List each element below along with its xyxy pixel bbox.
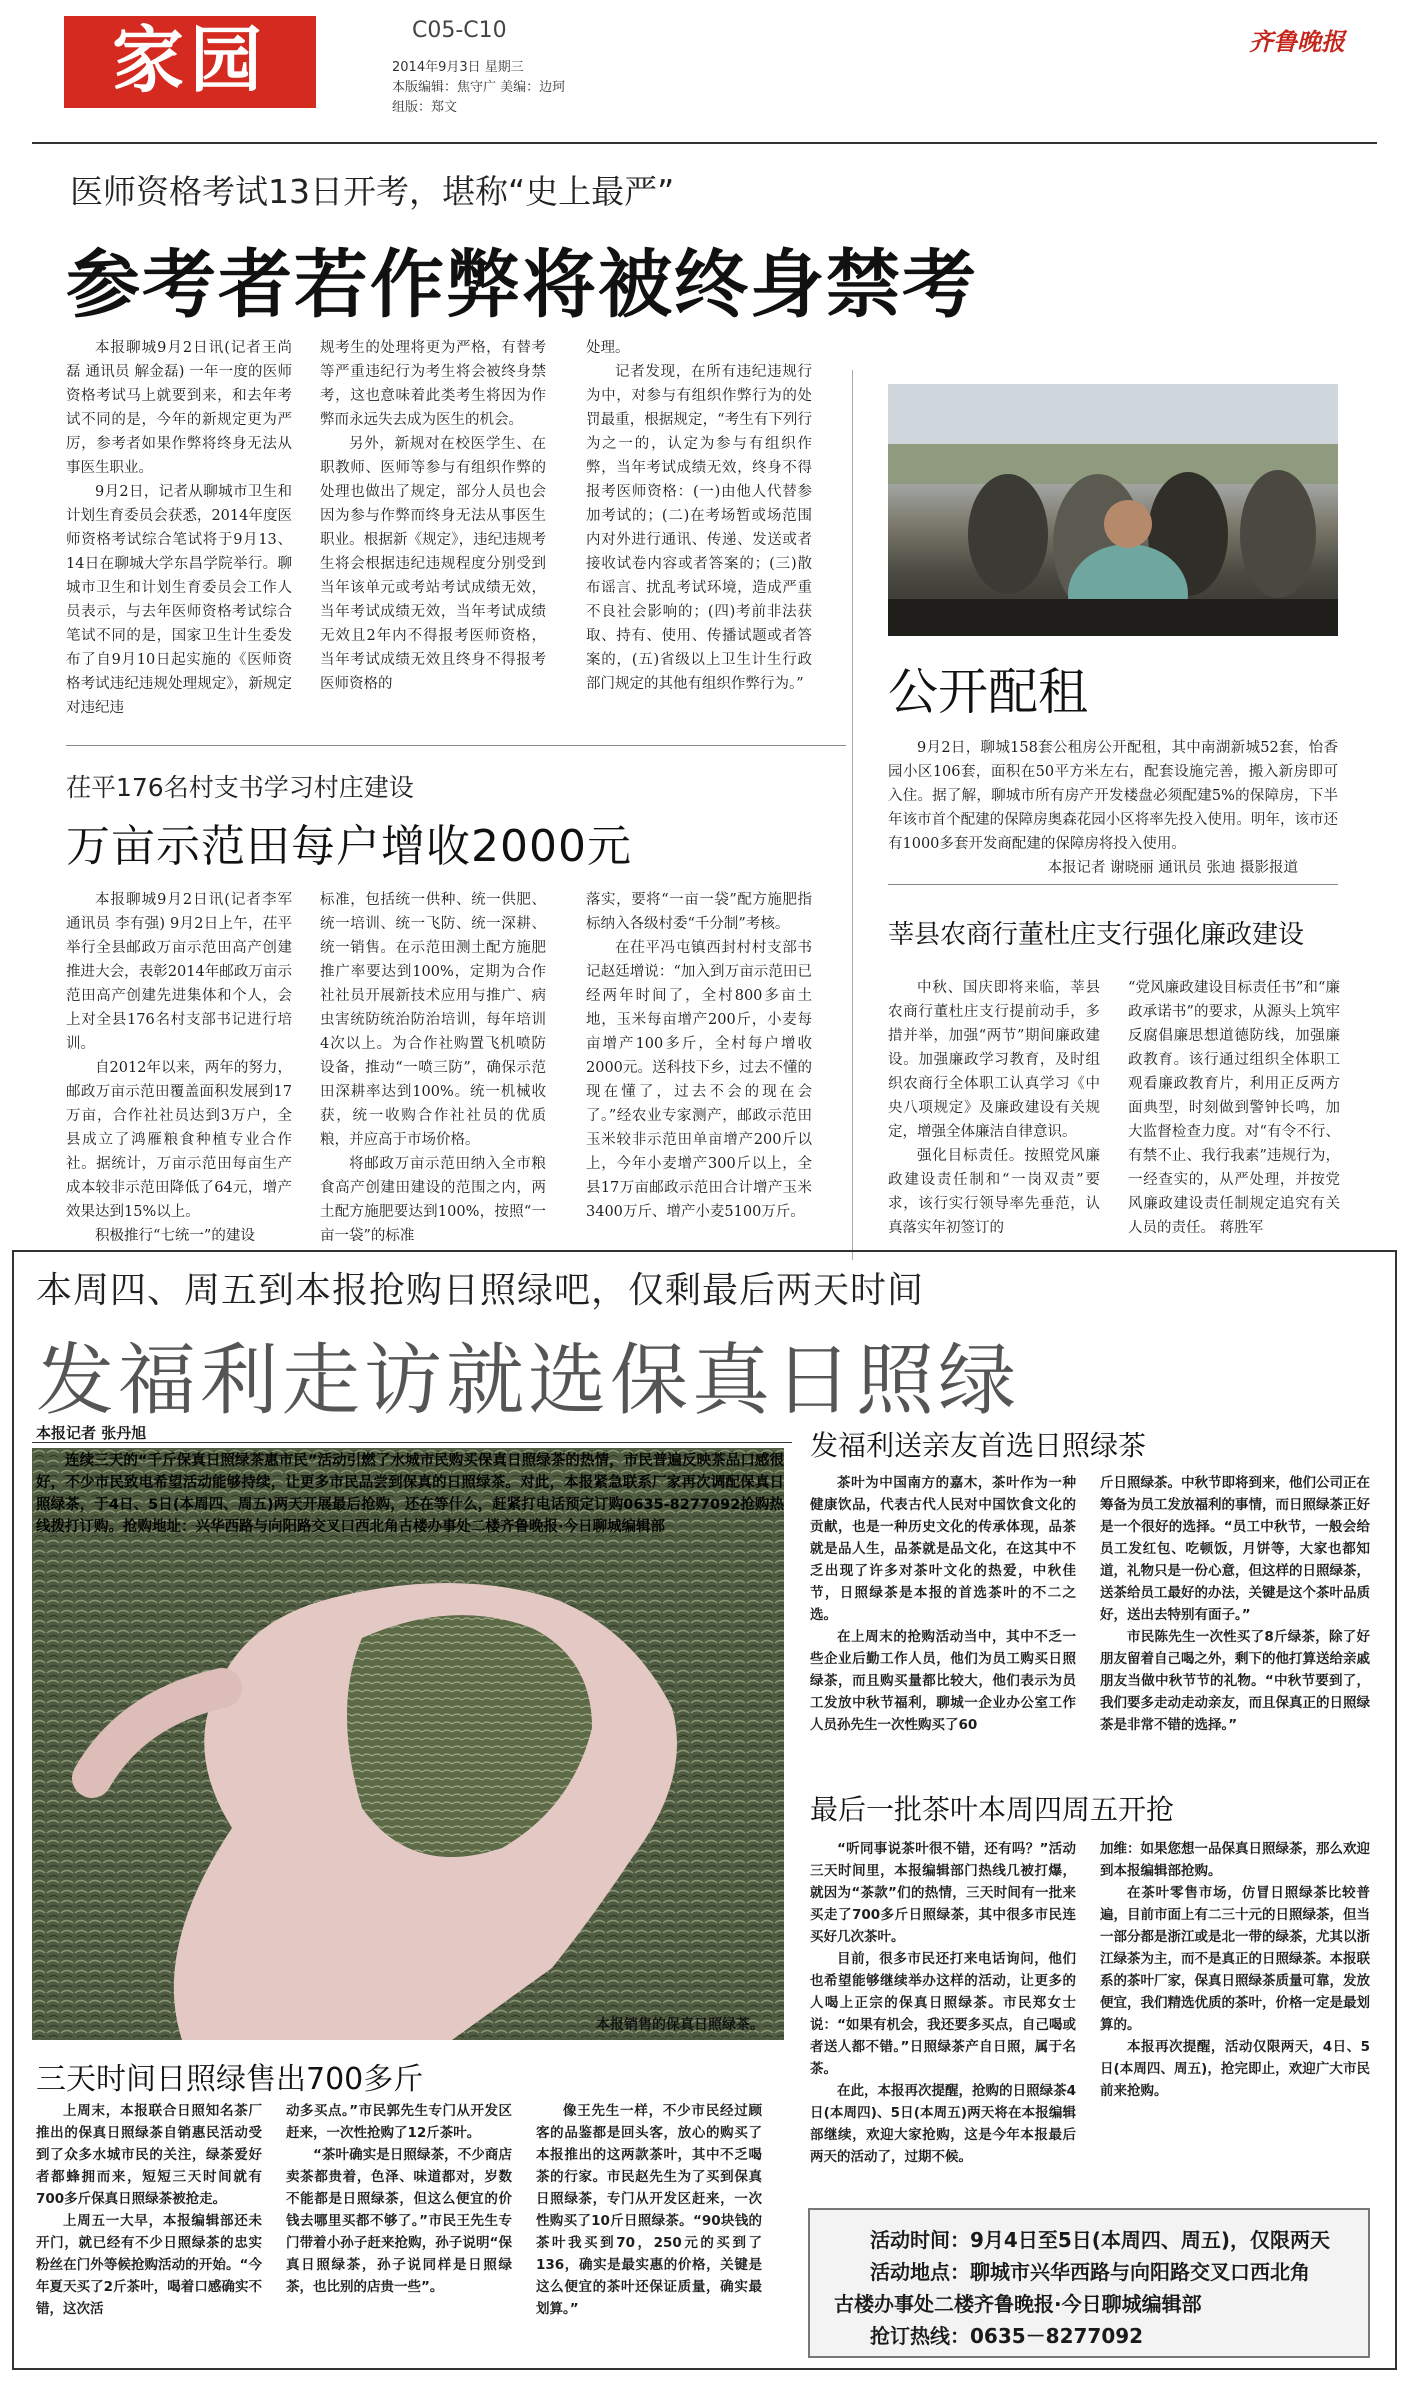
farm-col-2 [320, 888, 546, 1248]
paragraph: 中秋、国庆即将来临，莘县农商行董杜庄支行提前动手，多措并举，加强“两节”期间廉政建设。加强廉政学习教育，及时组织农商行全体职工认真学习《中央八项规定》及廉政建设有关规定，增强全体廉洁自律意识。 [888, 980, 1100, 1140]
paragraph: 连续三天的“千斤保真日照绿茶惠市民”活动引燃了水城市民购买保真日照绿茶的热情，市民普遍反映茶品口感很好，不少市民致电希望活动能够持续，让更多市民品尝到保真的日照绿茶。对此，本报紧急联系厂家再次调配保真日照绿茶，于4日、5日(本周四、周五)两天开展最后抢购，还在等什么，赶紧打电话预定订购0635-8277092抢购热线拨打订购。抢购地址：兴华西路与向阳路交叉口西北角古楼办事处二楼齐鲁晚报·今日聊城编辑部 [36, 1453, 784, 1535]
paragraph: 上周末，本报联合日照知名茶厂推出的保真日照绿茶自销惠民活动受到了众多水城市民的关注，绿茶爱好者都蜂拥而来，短短三天时间就有700多斤保真日照绿茶被抢走。 [36, 2103, 262, 2207]
exam-col-1 [66, 336, 292, 720]
paragraph: 在上周末的抢购活动当中，其中不乏一些企业后勤工作人员，他们为员工购买日照绿茶，而且购买量都比较大，他们表示为员工发放中秋节福利，聊城一企业办公室工作人员孙先生一次性购买了60 [810, 1629, 1076, 1733]
divider [32, 1442, 792, 1443]
paragraph: 积极推行“七统一”的建设 [95, 1228, 255, 1244]
paragraph: 规考生的处理将更为严格，有替考等严重违纪行为考生将会被终身禁考，这也意味着此类考生将因为作弊而永远失去成为医生的机会。 [320, 340, 546, 428]
promo-right1-col-2 [1100, 1472, 1370, 1736]
crowd-photo-illustration [888, 384, 1338, 636]
event-info-box [808, 2208, 1370, 2358]
column-divider [852, 370, 853, 1260]
paragraph: 本报聊城9月2日讯(记者李军 通讯员 李有强) 9月2日上午，茌平举行全县邮政万亩示范田高产创建推进大会，表彰2014年邮政万亩示范田高产创建先进集体和个人，会上对全县176名村支部书记进行培训。 [66, 892, 292, 1052]
farm-headline: 万亩示范田每户增收2000元 [66, 821, 632, 872]
promo-byline: 本报记者 张丹旭 [36, 1424, 147, 1442]
layout-line: 组版：郑文 [392, 100, 458, 115]
bank-col-2 [1128, 976, 1340, 1240]
paragraph: “听同事说茶叶很不错，还有吗？”活动三天时间里，本报编辑部门热线几被打爆，就因为“茶款”们的热情，三天时间有一批来买走了700多斤日照绿茶，其中很多市民连买好几次茶叶。 [810, 1841, 1076, 1945]
paragraph: “党风廉政建设目标责任书”和“廉政承诺书”的要求，从源头上筑牢反腐倡廉思想道德防线，加强廉政教育。该行通过组织全体职工观看廉政教育片，利用正反两方面典型，时刻做到警钟长鸣，加大监督检查力度。对“有令不行、有禁不止、我行我素”违规行为，一经查实的，从严处理，并按党风廉政建设责任制规定追究有关人员的责任。 蒋胜军 [1128, 980, 1340, 1236]
photo-caption: 本报销售的保真日照绿茶。 [596, 2017, 764, 2033]
newspaper-brand: 齐鲁晚报 [1249, 27, 1345, 56]
promo-right1-col-1 [810, 1472, 1076, 1736]
promo-kicker: 本周四、周五到本报抢购日照绿吧，仅剩最后两天时间 [36, 1270, 925, 1311]
exam-col-2 [320, 336, 546, 696]
paragraph: 在茶叶零售市场，仿冒日照绿茶比较普遍，目前市面上有二三十元的日照绿茶，但当一部分都是浙江或是北一带的绿茶，尤其以浙江绿茶为主，而不是真正的日照绿茶。本报联系的茶叶厂家，保真日照绿茶质量可靠，发放便宜，我们精选优质的茶叶，价格一定是最划算的。 [1100, 1885, 1370, 2033]
event-place: 活动地点：聊城市兴华西路与向阳路交叉口西北角 [870, 2260, 1310, 2284]
paragraph: “茶叶确实是日照绿茶，不少商店卖茶都贵着，色泽、味道都对，岁数不能都是日照绿茶，但这么便宜的价钱去哪里买都不够了。”市民王先生专门带着小孙子赶来抢购，孙子说明“保真日照绿茶，孙子说同样是日照绿茶，也比别的店贵一些”。 [286, 2147, 512, 2295]
paragraph: 动多买点。”市民郭先生专门从开发区赶来，一次性抢购了12斤茶叶。 [286, 2103, 512, 2141]
paragraph: 9月2日，聊城158套公租房公开配租，其中南湖新城52套，怡香园小区106套，面积在50平方米左右，配套设施完善，搬入新房即可入住。据了解，聊城市所有房产开发楼盘必须配建5%的保障房，下半年该市首个配建的保障房奥森花园小区将率先投入使用。明年，该市还有1000多套开发商配建的保障房将投入使用。 [888, 740, 1338, 852]
divider [888, 884, 1338, 885]
paragraph: 目前，很多市民还打来电话询问，他们也希望能够继续举办这样的活动，让更多的人喝上正宗的保真日照绿茶。市民郑女士说：“如果有机会，我还要多买点，自己喝或者送人都不错。”日照绿茶产自日照，属于名茶。 [810, 1951, 1076, 2077]
paragraph: 茶叶为中国南方的嘉木，茶叶作为一种健康饮品，代表古代人民对中国饮食文化的贡献，也是一种历史文化的传承体现，品茶就是品人生，品茶就是品文化，在这其中不乏出现了许多对茶叶文化的热爱，中秋佳节，日照绿茶是本报的首选茶叶的不二之选。 [810, 1475, 1076, 1623]
paragraph: 本报再次提醒，活动仅限两天，4日、5日(本周四、周五)，抢完即止，欢迎广大市民前来抢购。 [1100, 2039, 1370, 2099]
promo-sub-left-headline: 三天时间日照绿售出700多斤 [36, 2062, 424, 2097]
paragraph: 市民陈先生一次性买了8斤绿茶，除了好朋友留着自己喝之外，剩下的他打算送给亲戚朋友当做中秋节节的礼物。“中秋节要到了，我们要多走动走动亲友，而且保真正的日照绿茶是非常不错的选择。” [1100, 1629, 1370, 1733]
rent-headline: 公开配租 [888, 663, 1088, 721]
promo-lead [36, 1450, 784, 1538]
paragraph: 处理。 [586, 340, 630, 356]
paragraph: 将邮政万亩示范田纳入全市粮食高产创建田建设的范围之内，两土配方施肥要达到100%，按照“一亩一袋”的标准 [320, 1156, 546, 1244]
editors-line: 本版编辑：焦守广 美编：边珂 [392, 80, 566, 95]
promo-left-col-1 [36, 2100, 262, 2320]
paragraph: 加维：如果您想一品保真日照绿茶，那么欢迎到本报编辑部抢购。 [1100, 1841, 1370, 1879]
paragraph: 本报聊城9月2日讯(记者王尚磊 通讯员 解金磊) 一年一度的医师资格考试马上就要到来，和去年考试不同的是，今年的新规定更为严厉，参考者如果作弊将终身无法从事医生职业。 [66, 340, 292, 476]
exam-col-3 [586, 336, 812, 696]
event-time: 活动时间：9月4日至5日(本周四、周五)，仅限两天 [870, 2228, 1331, 2252]
bank-col-1 [888, 976, 1100, 1240]
paragraph: 上周五一大早，本报编辑部还未开门，就已经有不少日照绿茶的忠实粉丝在门外等候抢购活动的开始。“今年夏天买了2斤茶叶，喝着口感确实不错，这次活 [36, 2213, 262, 2317]
promo-right2-col-2 [1100, 1838, 1370, 2102]
date-line: 2014年9月3日 星期三 [392, 60, 524, 75]
paragraph: 斤日照绿茶。中秋节即将到来，他们公司正在筹备为员工发放福利的事情，而日照绿茶正好是一个很好的选择。“员工中秋节，一般会给员工发红包、吃顿饭，月饼等，大家也都知道，礼物只是一份心意，但这样的日照绿茶，送茶给员工最好的办法，关键是这个茶叶品质好，送出去特别有面子。” [1100, 1475, 1370, 1623]
rent-photo [888, 384, 1338, 636]
farm-kicker: 茌平176名村支书学习村庄建设 [66, 773, 414, 802]
paragraph: 另外，新规对在校医学生、在职教师、医师等参与有组织作弊的处理也做出了规定，部分人员也会因为参与作弊而终身无法从事医生职业。根据新《规定》，违纪违规考生将会根据违纪违规程度分别受到当年该单元或考站考试成绩无效，当年考试成绩无效，当年考试成绩无效且2年内不得报考医师资格，当年考试成绩无效且终身不得报考医师资格的 [320, 436, 546, 692]
paragraph: 标准，包括统一供种、统一供肥、统一培训、统一飞防、统一深耕、统一销售。在示范田测土配方施肥推广率要达到100%，定期为合作社社员开展新技术应用与推广、病虫害统防统治防治培训，每年培训4次以上。为合作社购置飞机喷防设备，推动“一喷三防”，确保示范田深耕率达到100%。统一机械收获，统一收购合作社社员的优质粮，并应高于市场价格。 [320, 892, 546, 1148]
rent-body [888, 736, 1338, 880]
divider [66, 745, 846, 746]
farm-col-1 [66, 888, 292, 1248]
page-range: C05-C10 [412, 18, 507, 43]
farm-col-3 [586, 888, 812, 1224]
section-title: 家园 [111, 18, 268, 102]
paragraph: 在茌平冯屯镇西封村村支部书记赵廷增说：“加入到万亩示范田已经两年时间了，全村800多亩土地，玉米每亩增产200斤，小麦每亩增产100多斤，全村每户增收2000元。送科技下乡，过去不懂的现在懂了，过去不会的现在会了。”经农业专家测产，邮政示范田玉米较非示范田单亩增产200斤以上，今年小麦增产300斤以上，全县17万亩邮政示范田合计增产玉米3400万斤、增产小麦5100万斤。 [586, 940, 812, 1220]
event-place-detail: 古楼办事处二楼齐鲁晚报·今日聊城编辑部 [834, 2292, 1202, 2316]
bank-headline: 莘县农商行董杜庄支行强化廉政建设 [888, 920, 1305, 950]
masthead-rule [32, 142, 1377, 144]
rent-credit: 本报记者 谢晓丽 通讯员 张迪 摄影报道 [1047, 860, 1298, 876]
promo-left-col-2 [286, 2100, 512, 2298]
paragraph: 强化目标责任。按照党风廉政建设责任制和“一岗双责”要求，该行实行领导率先垂范，认真落实年初签订的 [888, 1148, 1100, 1236]
promo-sub-right1-headline: 发福利送亲友首选日照绿茶 [810, 1429, 1147, 1462]
promo-left-col-3 [536, 2100, 762, 2320]
paragraph: 在此，本报再次提醒，抢购的日照绿茶4日(本周四)、5日(本周五)两天将在本报编辑部继续，欢迎大家抢购，这是今年本报最后两天的活动了，过期不候。 [810, 2083, 1076, 2165]
event-hotline: 抢订热线：0635－8277092 [870, 2324, 1144, 2348]
exam-headline: 参考者若作弊将被终身禁考 [66, 242, 978, 328]
promo-sub-right2-headline: 最后一批茶叶本周四周五开抢 [810, 1793, 1175, 1826]
paragraph: 落实，要将“一亩一袋”配方施肥指标纳入各级村委“千分制”考核。 [586, 892, 812, 932]
paragraph: 自2012年以来，两年的努力，邮政万亩示范田覆盖面积发展到17万亩，合作社社员达到3万户，全县成立了鸿雁粮食种植专业合作社。据统计，万亩示范田每亩生产成本较非示范田降低了64元，增产效果达到15%以上。 [66, 1060, 292, 1220]
paragraph: 9月2日，记者从聊城市卫生和计划生育委员会获悉，2014年度医师资格考试综合笔试将于9月13、14日在聊城大学东昌学院举行。聊城市卫生和计划生育委员会工作人员表示，与去年医师资格考试综合笔试不同的是，国家卫生计生委发布了自9月10日起实施的《医师资格考试违纪违规处理规定》，新规定对违纪违 [66, 484, 292, 716]
promo-headline: 发福利走访就选保真日照绿 [36, 1336, 1021, 1426]
exam-kicker: 医师资格考试13日开考，堪称“史上最严” [70, 172, 675, 211]
paragraph: 记者发现，在所有违纪违规行为中，对参与有组织作弊行为的处罚最重，根据规定，“考生有下列行为之一的，认定为参与有组织作弊，当年考试成绩无效，终身不得报考医师资格：(一)由他人代替参加考试的；(二)在考场暂或场范围内对外进行通讯、传递、发送或者接收试卷内容或者答案的；(三)散布谣言、扰乱考试环境，造成严重不良社会影响的；(四)考前非法获取、持有、使用、传播试题或者答案的，(五)省级以上卫生计生行政部门规定的其他有组织作弊行为。” [586, 364, 812, 692]
promo-right2-col-1 [810, 1838, 1076, 2168]
paragraph: 像王先生一样，不少市民经过顾客的品鉴都是回头客，放心的购买了本报推出的这两款茶叶，其中不乏喝茶的行家。市民赵先生为了买到保真日照绿茶，专门从开发区赶来，一次性购买了10斤日照绿茶。“90块钱的茶叶我买到70，250元的买到了136，确实是最实惠的价格，关键是这么便宜的茶叶还保证质量，确实最划算。” [536, 2103, 762, 2317]
